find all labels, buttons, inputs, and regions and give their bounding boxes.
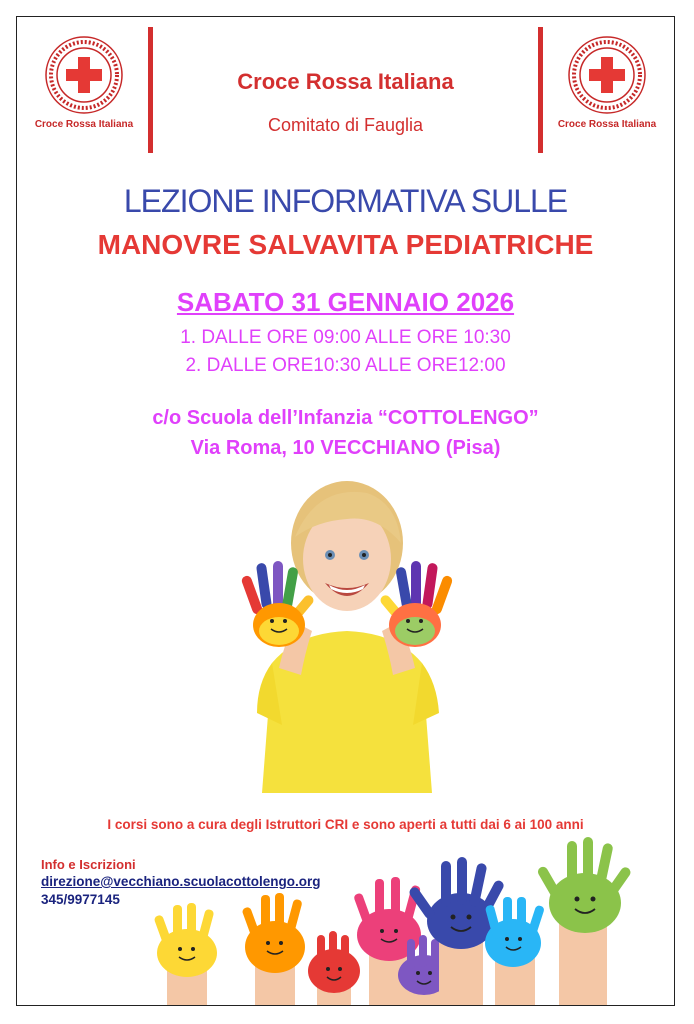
poster	[16, 16, 675, 1006]
organization-name: Croce Rossa Italiana	[237, 69, 454, 94]
painted-hands-image	[147, 835, 675, 1006]
hand-icon	[241, 893, 305, 1006]
session-2: 2. DALLE ORE10:30 ALLE ORE12:00	[185, 355, 506, 376]
event-title-line1: LEZIONE INFORMATIVA SULLE	[123, 183, 568, 219]
logo-label: Croce Rossa Italiana	[557, 119, 657, 130]
committee-name: Comitato di Fauglia	[267, 115, 424, 135]
hand-icon	[153, 903, 217, 1006]
venue-name: c/o Scuola dell’Infanzia “COTTOLENGO”	[152, 407, 539, 429]
event-title-line2: MANOVRE SALVAVITA PEDIATRICHE	[97, 229, 594, 260]
contact-phone: 345/9977145	[41, 892, 120, 907]
event-date: SABATO 31 GENNAIO 2026	[176, 287, 515, 317]
child-with-painted-hands-image	[217, 463, 477, 793]
courses-note: I corsi sono a cura degli Istruttori CRI e sono aperti a tutti dai 6 ai 100 anni	[107, 817, 584, 832]
session-1: 1. DALLE ORE 09:00 ALLE ORE 10:30	[180, 327, 511, 348]
hand-icon	[308, 931, 360, 1006]
venue-address: Via Roma, 10 VECCHIANO (Pisa)	[190, 437, 501, 459]
hand-icon	[485, 897, 545, 1006]
hand-icon	[536, 837, 632, 1006]
logo-label: Croce Rossa Italiana	[34, 119, 134, 130]
info-heading: Info e Iscrizioni	[41, 857, 136, 872]
contact-email-link[interactable]: direzione@vecchiano.scuolacottolengo.org	[41, 874, 321, 889]
